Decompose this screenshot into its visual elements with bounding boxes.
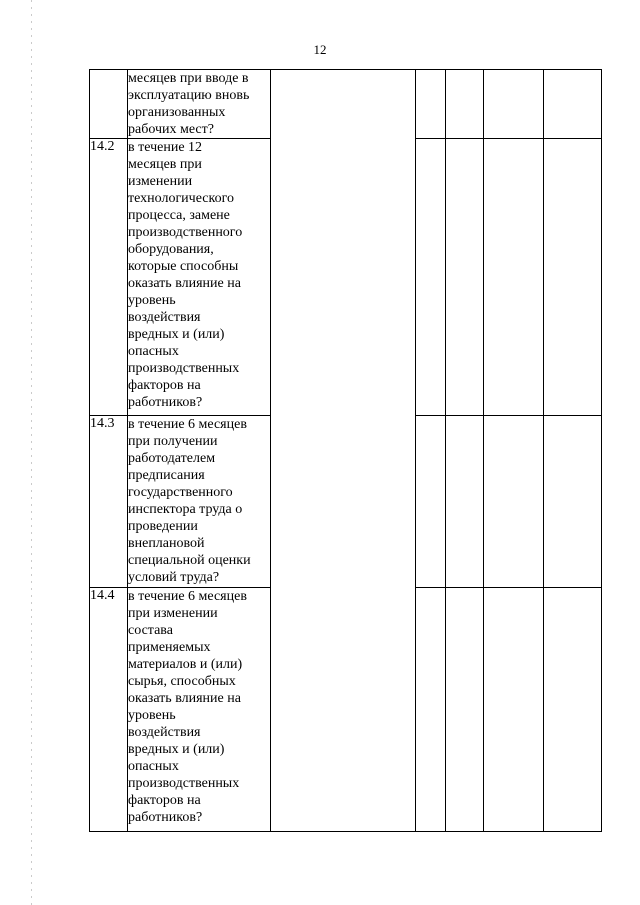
table-row — [90, 70, 602, 139]
question-text: в течение 12 месяцев при изменении технологического процесса, замене производственного оборудования, которые способны оказать влияние на уровень воздействия вредных и (или) опасных производственных факторов на работников? — [128, 140, 243, 410]
answer-cell — [446, 70, 484, 139]
answer-cell — [484, 416, 544, 588]
answer-cell — [484, 588, 544, 832]
item-number: 14.4 — [90, 588, 128, 832]
answer-cell — [544, 139, 602, 416]
question-text: в течение 6 месяцев при получении работодателем предписания государственного инспектора труда о проведении внеплановой специальной оценки условий труда? — [128, 417, 251, 585]
answer-cell — [484, 139, 544, 416]
answer-cell — [416, 139, 446, 416]
item-number: 14.3 — [90, 416, 128, 588]
page-number: 12 — [313, 42, 327, 57]
answer-cell — [544, 588, 602, 832]
checklist-table — [89, 69, 602, 832]
merged-answer-cell — [271, 70, 416, 832]
question-cell — [128, 416, 271, 588]
question-cell — [128, 70, 271, 139]
answer-cell — [446, 588, 484, 832]
question-text: месяцев при вводе в эксплуатацию вновь организованных рабочих мест? — [128, 71, 250, 137]
answer-cell — [416, 70, 446, 139]
answer-cell — [416, 588, 446, 832]
item-number: 14.2 — [90, 139, 128, 416]
question-cell — [128, 139, 271, 416]
answer-cell — [416, 416, 446, 588]
answer-cell — [544, 70, 602, 139]
question-text: в течение 6 месяцев при изменении состава применяемых материалов и (или) сырья, способных оказать влияние на уровень воздействия вредных и (или) опасных производственных факторов на работников? — [128, 589, 247, 825]
answer-cell — [446, 416, 484, 588]
answer-cell — [544, 416, 602, 588]
question-cell — [128, 588, 271, 832]
item-number — [90, 70, 128, 139]
answer-cell — [484, 70, 544, 139]
scan-edge-mark — [31, 0, 32, 905]
answer-cell — [446, 139, 484, 416]
